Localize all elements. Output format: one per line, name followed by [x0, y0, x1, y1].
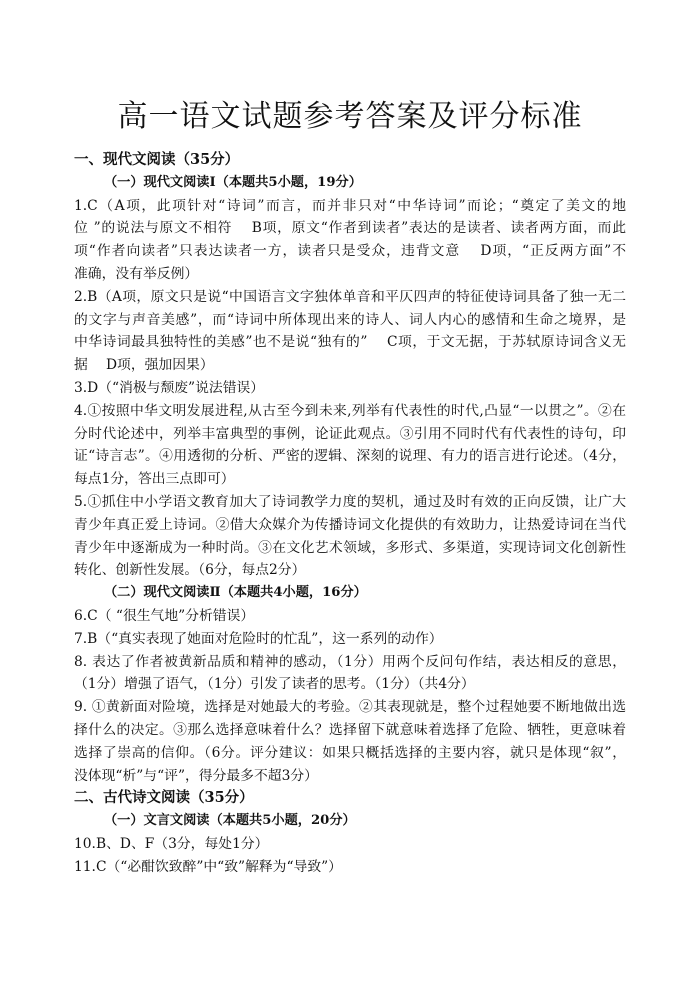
answer-line: 没体现“析”与“评”，得分最多不超3分） — [74, 767, 318, 784]
answer-line: 每点1分，答出三点即可） — [74, 471, 235, 488]
answer-line: 9. ①黄新面对险境，选择是对她最大的考验。②其表现就是，整个过程她要不断地做出选 — [74, 699, 626, 716]
answer-line: 4.①按照中华文明发展进程,从古至今到未来,列举有代表性的时代,凸显“一以贯之”。②在 — [74, 402, 626, 419]
answer-line: 7.B（“真实表现了她面对危险时的忙乱”，这一系列的动作） — [74, 630, 443, 647]
answer-line: 6.C（ “很生气地”分析错误） — [74, 607, 255, 624]
answer-line: 1.C（A项，此项针对“诗词”而言，而并非只对“中华诗词”而论；“奠定了美文的地 — [74, 197, 626, 214]
answer-line: 位 ”的说法与原文不相符 B项，原文“作者到读者”表达的是读者、读者两方面，而此 — [74, 220, 626, 237]
answer-text-body — [74, 149, 626, 879]
section-heading: 一、现代文阅读（35分） — [74, 151, 240, 168]
answer-line: 10.B、D、F（3分，每处1分） — [74, 835, 269, 852]
answer-line: 3.D（“消极与颓废”说法错误） — [74, 379, 265, 396]
answer-line: 项“作者向读者”只表达读者一方，读者只是受众，违背文意 D项，“正反两方面”不 — [74, 243, 626, 260]
section-heading: 二、古代诗文阅读（35分） — [74, 789, 254, 807]
answer-line: 青少年真正爱上诗词。②借大众媒介为传播诗词文化提供的有效助力，让热爱诗词在当代 — [74, 516, 626, 533]
answer-line: 据 D项，强加因果） — [74, 357, 214, 374]
answer-line: 8. 表达了作者被黄新品质和精神的感动，（1分）用两个反问句作结，表达相反的意思， — [74, 653, 626, 670]
answer-line: 的文字与声音美感”，而“诗词中所体现出来的诗人、词人内心的感情和生命之境界，是 — [74, 311, 626, 328]
answer-line: 2.B（A项，原文只是说“中国语言文字独体单音和平仄四声的特征使诗词具备了独一无二 — [74, 288, 626, 305]
page-title: 高一语文试题参考答案及评分标准 — [117, 99, 583, 134]
answer-line: 11.C（“必酣饮致醉”中“致”解释为“导致”） — [74, 858, 342, 875]
answer-line: 分时代论述中，列举丰富典型的事例，论证此观点。③引用不同时代有代表性的诗句，印 — [74, 425, 626, 442]
subsection-heading: （一）文言文阅读（本题共5小题，20分） — [104, 813, 356, 829]
answer-line: 证“诗言志”。④用透彻的分析、严密的逻辑、深刻的说理、有力的语言进行论述。（4分， — [74, 448, 626, 465]
answer-line: 中华诗词最具独特性的美感”也不是说“独有的” C项，于文无据，于苏轼原诗词含义无 — [74, 334, 626, 351]
answer-line: （1分）增强了语气，（1分）引发了读者的思考。（1分）（共4分） — [74, 676, 475, 693]
answer-line: 择什么的决定。③那么选择意味着什么？选择留下就意味着选择了危险、牺牲，更意味着 — [74, 721, 626, 738]
answer-line: 转化、创新性发展。（6分，每点2分） — [74, 562, 306, 579]
answer-line: 准确，没有举反例） — [74, 265, 199, 282]
answer-line: 5.①抓住中小学语文教育加大了诗词教学力度的契机，通过及时有效的正向反馈，让广大 — [74, 493, 626, 510]
answer-line: 青少年中逐渐成为一种时尚。③在文化艺术领域，多形式、多渠道，实现诗词文化创新性 — [74, 539, 626, 556]
answer-line: 选择了崇高的信仰。（6分。评分建议：如果只概括选择的主要内容，就只是体现“叙”， — [74, 744, 626, 761]
subsection-heading: （一）现代文阅读Ⅰ（本题共5小题，19分） — [104, 174, 362, 190]
subsection-heading: （二）现代文阅读Ⅱ（本题共4小题，16分） — [104, 585, 367, 601]
